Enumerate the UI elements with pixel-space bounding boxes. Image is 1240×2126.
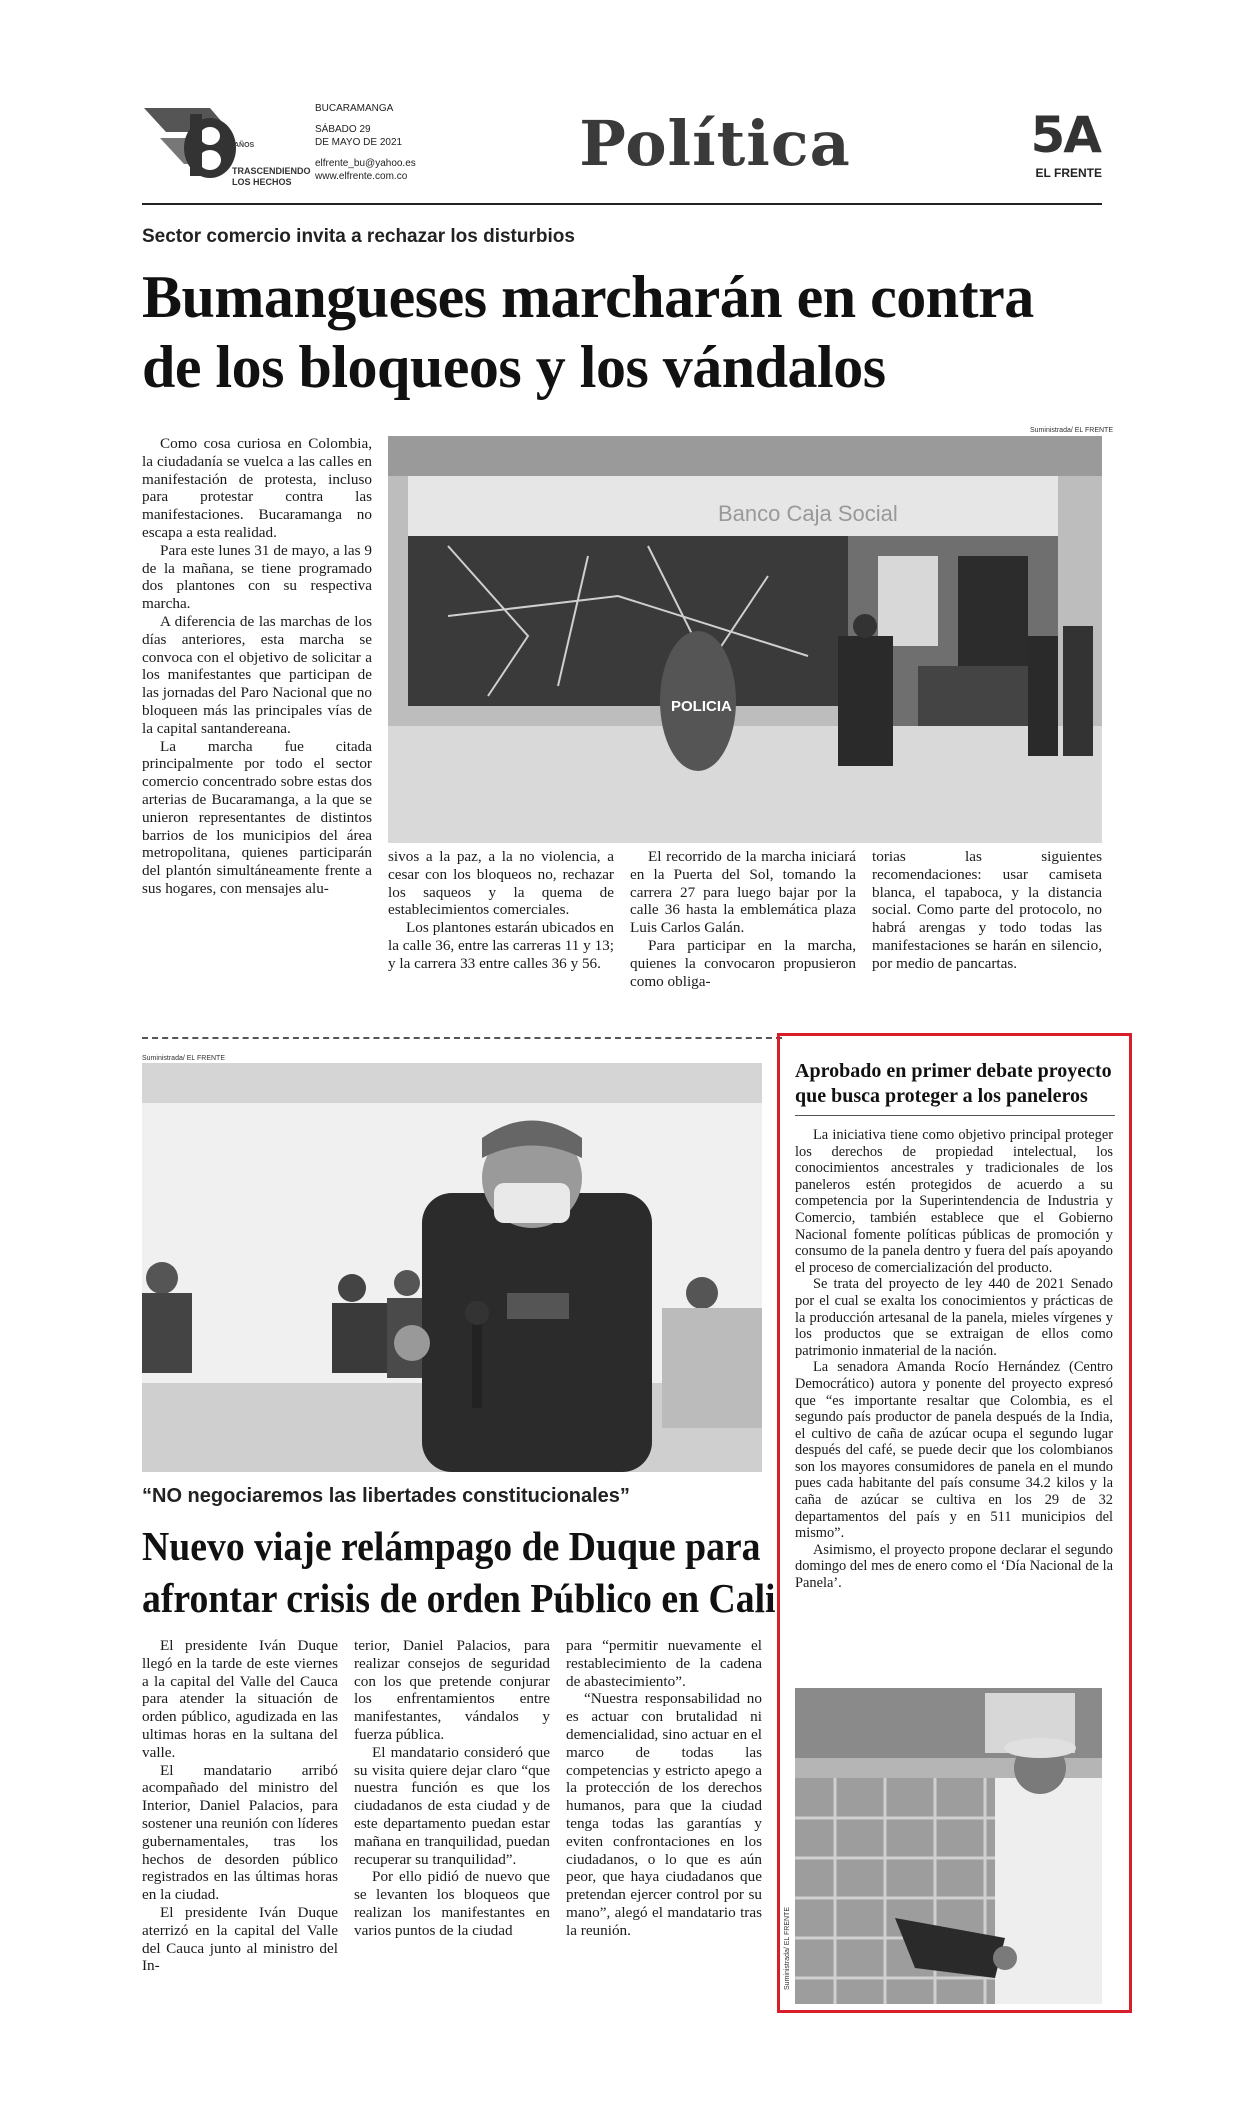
story1-column-3 xyxy=(630,848,856,990)
box-story-paragraph: La iniciativa tiene como objetivo principal proteger los derechos de propiedad intelectual, los conocimientos ancestrales y tradicionales de los paneleros estén protegidos de acuerdo a su competencia por la Superintendencia de Industria y Comercio, también establece que el Gobierno Nacional fomente políticas públicas de promoción y consumo de la panela dentro y fuera del país apoyando el proceso de comercialización del producto. xyxy=(795,1127,1113,1276)
story1-paragraph: Para este lunes 31 de mayo, a las 9 de la mañana, se tiene programado dos plantones con su respectiva marcha. xyxy=(142,541,372,613)
story2-photo-president xyxy=(142,1063,762,1472)
page-brand: EL FRENTE xyxy=(1035,166,1102,180)
masthead-info xyxy=(315,102,416,183)
story2-paragraph: “Nuestra responsabilidad no es actuar con brutalidad ni demencialidad, sino actuar en el marco de todas las competencias y estricto apego a la protección de los derechos humanos, para que la ciudad tenga todas las garantías y eviten confrontaciones en los ciudadanos, o lo que es aún peor, que haya ciudadanos que pretendan ejercer control por su mano”, alegó el mandatario tras la reunión. xyxy=(566,1690,762,1939)
story1-column-1 xyxy=(142,435,372,898)
story2-paragraph: El mandatario consideró que su visita quiere dejar claro “que nuestra función es que los ciudadanos de esta ciudad y de este departamento puedan estar mañana en tranquilidad, puedan recuperar su tranquilidad”. xyxy=(354,1743,550,1868)
vandalized-bank-image xyxy=(388,436,1102,843)
section-title: Política xyxy=(579,107,851,180)
masthead-rule xyxy=(142,203,1102,205)
story2-paragraph: terior, Daniel Palacios, para realizar consejos de seguridad con los que pretende conjurar los enfrentamientos entre manifestantes, vándalos y fuerza pública. xyxy=(354,1637,550,1743)
story1-paragraph: El recorrido de la marcha iniciará en la Puerta del Sol, tomando la carrera 27 para luego bajar por la calle 36 hasta la emblemática plaza Luis Carlos Galán. xyxy=(630,848,856,937)
box-story-photo-credit: Suministrada/ EL FRENTE xyxy=(784,1907,791,1990)
box-story-paragraph: La senadora Amanda Rocío Hernández (Centro Democrático) autora y ponente del proyecto expresó que “es importante resaltar que Colombia, es el segundo país productor de panela después de la India, el cultivo de caña de azúcar ocupa el segundo lugar después del café, se puede decir que los colombianos son los mayores consumidores de panela en el mundo pues cada habitante del país consume 34.2 kilos y la caña de azúcar se cultiva en los 29 de 32 departamentos del país y en 511 municipios del mismo”. xyxy=(795,1359,1113,1542)
story2-kicker: “NO negociaremos las libertades constitucionales” xyxy=(142,1485,630,1507)
story1-paragraph: torias las siguientes recomendaciones: usar camiseta blanca, el tapaboca, y la distancia social. Como parte del protocolo, no habrá arengas y todo todas las manifestaciones se harán en silencio, por medio de pancartas. xyxy=(872,848,1102,972)
story1-paragraph: Para participar en la marcha, quienes la convocaron propusieron como obliga- xyxy=(630,936,856,990)
story2-headline-line2: afrontar crisis de orden Público en Cali xyxy=(142,1575,776,1621)
story1-column-2 xyxy=(388,848,614,973)
story2-column-2 xyxy=(354,1637,550,1940)
president-speaking-image xyxy=(142,1063,762,1472)
logo-tagline: TRASCENDIENDO LOS HECHOS xyxy=(232,166,311,187)
story1-photo-credit: Suministrada/ EL FRENTE xyxy=(1030,427,1113,434)
masthead-date-line1: SÁBADO 29 xyxy=(315,124,371,135)
box-story-photo-panela xyxy=(795,1688,1102,2004)
story2-photo-credit: Suministrada/ EL FRENTE xyxy=(142,1055,225,1062)
bank-sign-text: Banco Caja Social xyxy=(718,501,898,526)
story1-paragraph: Los plantones estarán ubicados en la calle 36, entre las carreras 11 y 13; y la carrera 33 entre calles 36 y 56. xyxy=(388,919,614,972)
logo-anos-label: AÑOS xyxy=(234,142,255,149)
story2-paragraph: para “permitir nuevamente el restablecimiento de la cadena de abastecimiento”. xyxy=(566,1637,762,1690)
story1-headline: Bumangueses marcharán en contra de los bloqueos y los vándalos xyxy=(142,264,1034,400)
newspaper-logo xyxy=(140,102,311,194)
story2-paragraph: El presidente Iván Duque aterrizó en la capital del Valle del Cauca junto al ministro del In- xyxy=(142,1903,338,1975)
story2-headline-line1: Nuevo viaje relámpago de Duque para xyxy=(142,1523,761,1569)
story2-column-3 xyxy=(566,1637,762,1940)
story1-kicker: Sector comercio invita a rechazar los disturbios xyxy=(142,226,575,247)
story1-paragraph: A diferencia de las marchas de los días anteriores, esta marcha se convoca con el objetivo de solicitar a los manifestantes que participan de las jornadas del Paro Nacional que no bloqueen más las principales vías de la capital santandereana. xyxy=(142,612,372,737)
story2-headline xyxy=(142,1520,776,1624)
box-story-body xyxy=(795,1127,1113,1592)
story1-photo-vandalized-bank xyxy=(388,436,1102,843)
story2-paragraph: Por ello pidió de nuevo que se levanten los bloqueos que realizan los manifestantes en varios puntos de la ciudad xyxy=(354,1868,550,1939)
box-story-paragraph: Se trata del proyecto de ley 440 de 2021 Senado por el cual se exalta los conocimientos y prácticas de la producción artesanal de la panela, mieles vírgenes y los productos que se extraigan de ellos como patrimonio inmaterial de la nación. xyxy=(795,1276,1113,1359)
masthead-email: elfrente_bu@yahoo.es xyxy=(315,158,416,169)
story1-paragraph: sivos a la paz, a la no violencia, a cesar con los bloqueos no, rechazar los saqueos y la quema de establecimientos comerciales. xyxy=(388,848,614,919)
box-story-headline: Aprobado en primer debate proyecto que busca proteger a los paneleros xyxy=(795,1060,1112,1107)
masthead-date-line2: DE MAYO DE 2021 xyxy=(315,137,403,148)
story2-paragraph: El mandatario arribó acompañado del ministro del Interior, Daniel Palacios, para sostener una reunión con líderes gubernamentales, tras los hechos de desorden público registrados en las últimas horas en la ciudad. xyxy=(142,1761,338,1904)
police-shield-text: POLICIA xyxy=(671,698,732,715)
section-divider xyxy=(142,1037,782,1039)
masthead-website: www.elfrente.com.co xyxy=(315,171,408,182)
story2-paragraph: El presidente Iván Duque llegó en la tarde de este viernes a la capital del Valle del Cauca para atender la situación de orden público, agudizada en las ultimas horas en la sultana del valle. xyxy=(142,1637,338,1761)
story1-paragraph: Como cosa curiosa en Colombia, la ciudadanía se vuelca a las calles en manifestación de protesta, incluso para protestar contra las manifestaciones. Bucaramanga no escapa a esta realidad. xyxy=(142,435,372,541)
page-number: 5A xyxy=(1030,106,1100,164)
box-story-paragraph: Asimismo, el proyecto propone declarar el segundo domingo del mes de enero como el ‘Día Nacional de la Panela’. xyxy=(795,1541,1113,1592)
masthead-city: BUCARAMANGA xyxy=(315,103,394,114)
box-story-rule xyxy=(795,1115,1115,1116)
story1-column-4 xyxy=(872,848,1102,973)
story1-paragraph: La marcha fue citada principalmente por todo el sector comercio concentrado sobre estas dos arterias de Bucaramanga, a la que se unieron representantes de distintos barrios de los municipios del área metropolitana, quienes participarán del plantón simultáneamente frente a sus hogares, con mensajes alu- xyxy=(142,737,372,897)
panela-worker-image xyxy=(795,1688,1102,2004)
story2-column-1 xyxy=(142,1637,338,1975)
